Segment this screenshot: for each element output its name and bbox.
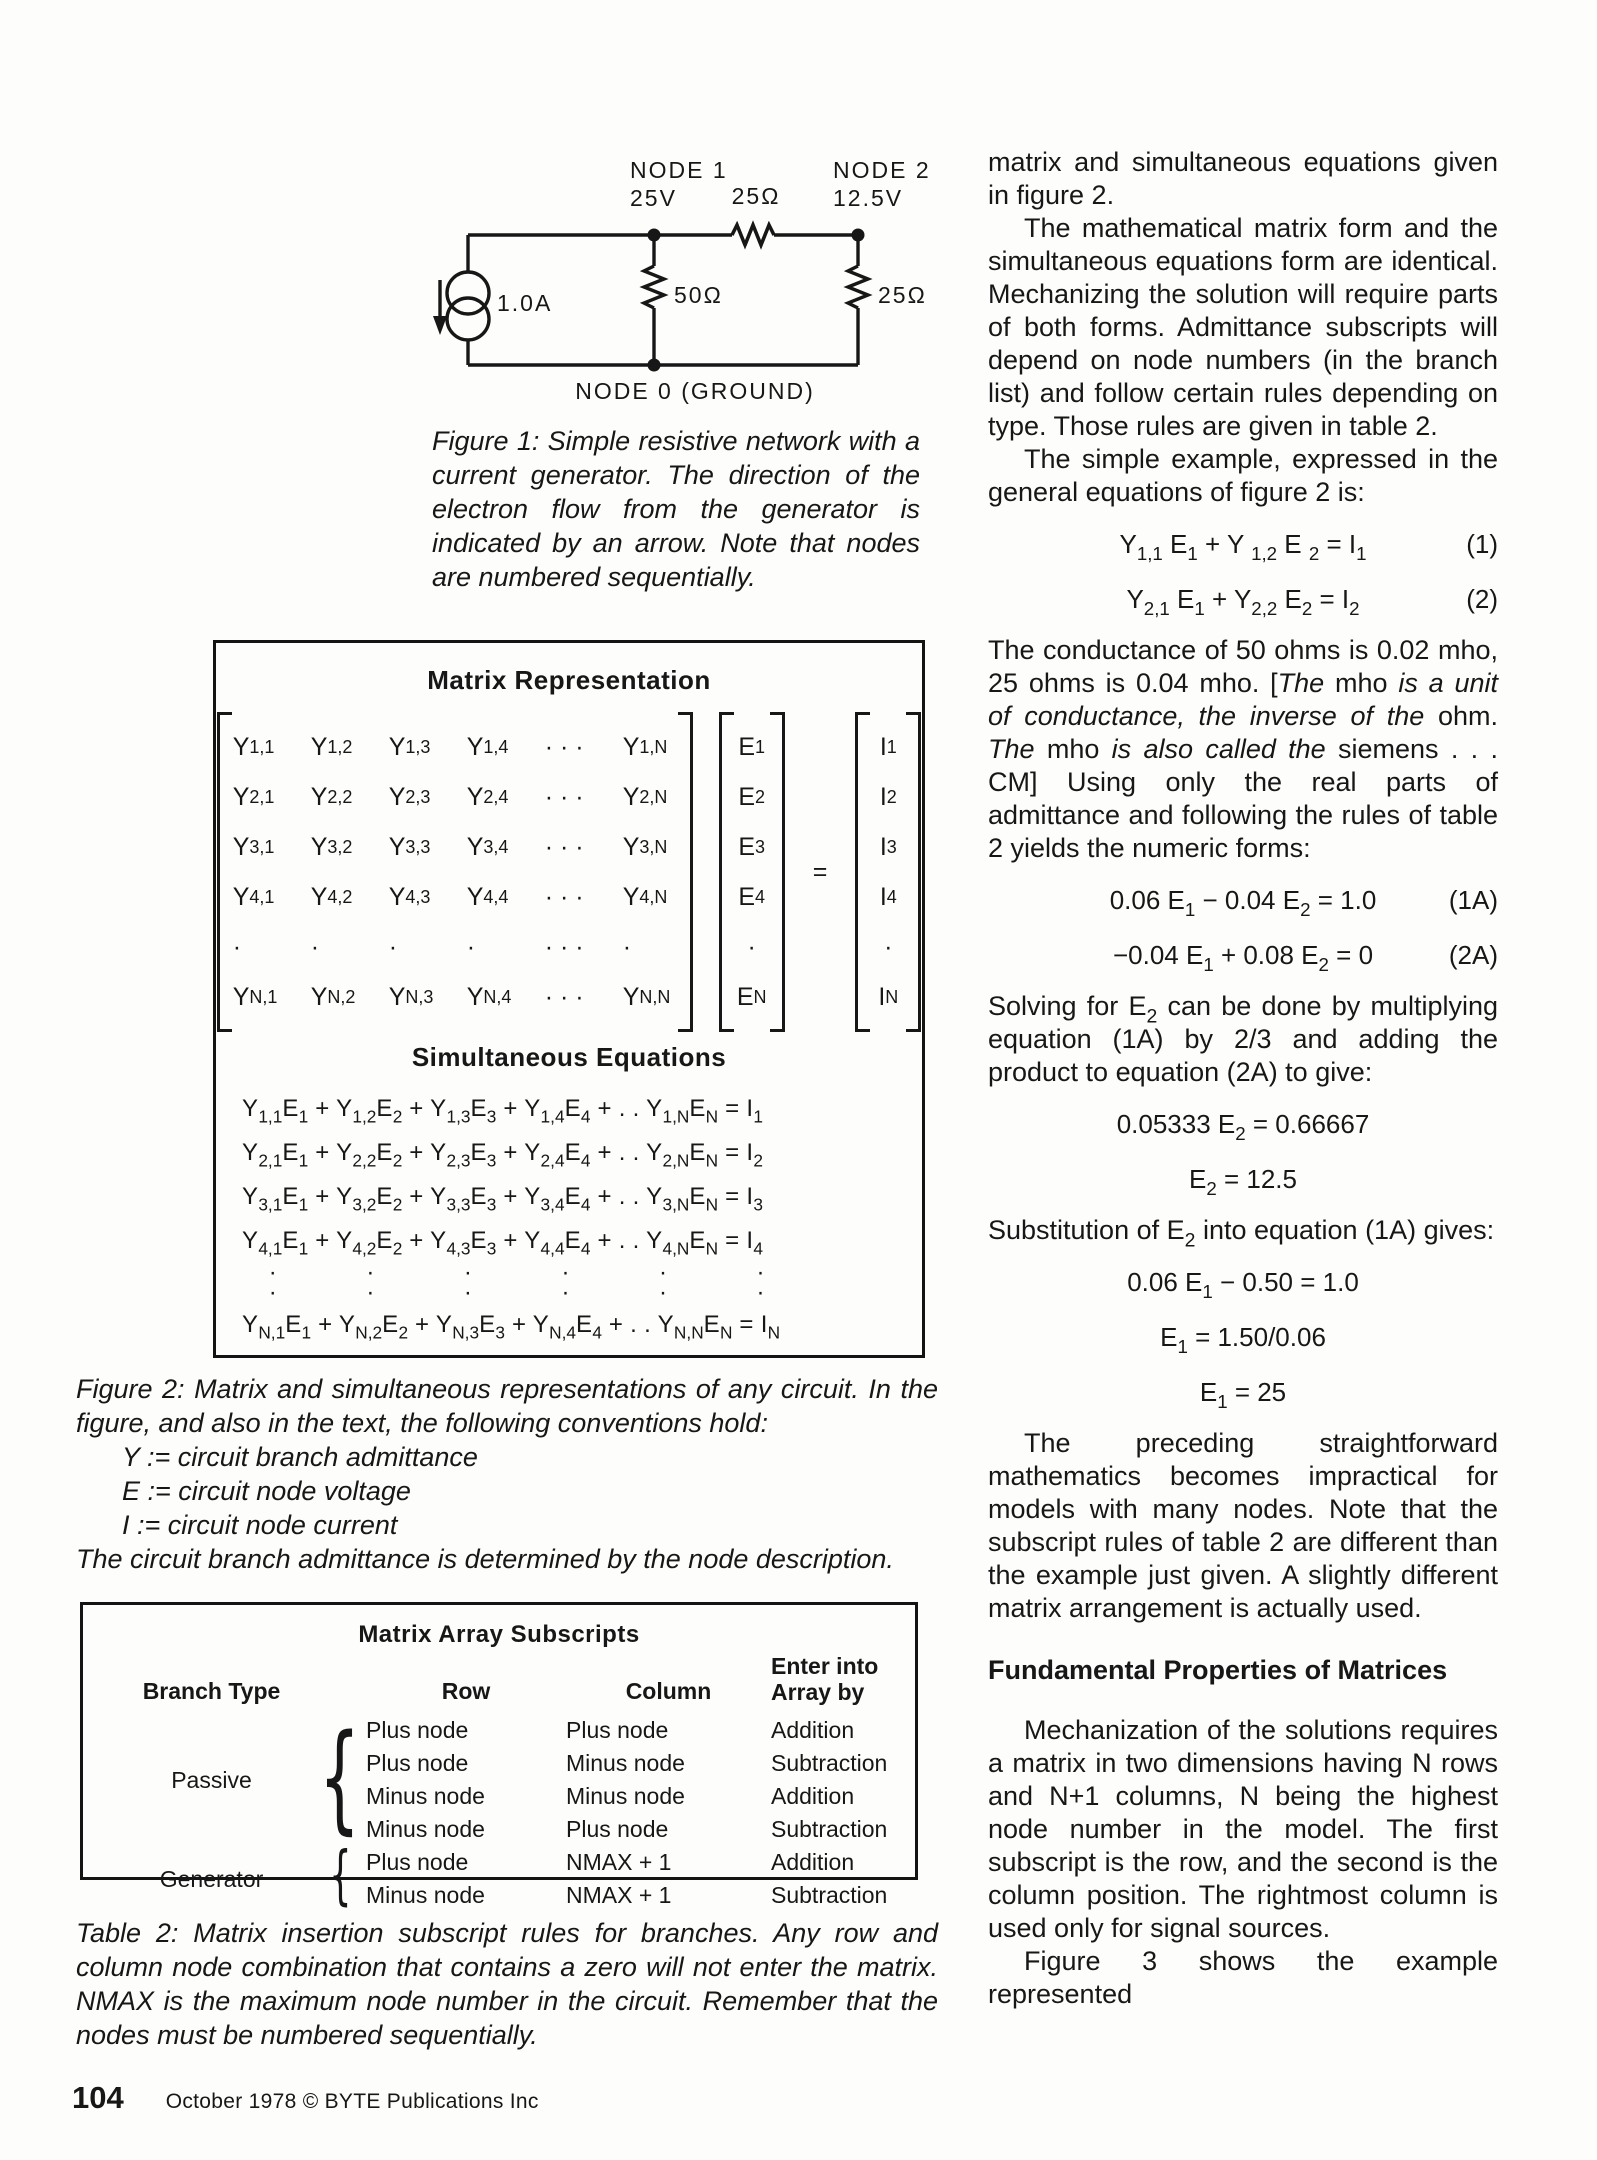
- page-footer: [72, 2080, 539, 2116]
- matrix-cell: Y 2,N: [622, 782, 668, 811]
- matrix-cell: Y 4,3: [388, 882, 431, 911]
- matrix-cell: Y 2,1: [232, 782, 275, 811]
- vector-cell: I N: [878, 982, 899, 1011]
- node2-voltage: 12.5V: [833, 185, 904, 211]
- caption-definition: Y := circuit branch admittance: [122, 1442, 478, 1472]
- matrix-dots-cell: ·: [310, 932, 320, 961]
- arrowhead-icon: [433, 316, 447, 335]
- vector-cell: E 2: [738, 782, 766, 811]
- matrix-cell: Y N,1: [232, 982, 278, 1011]
- paragraph: Substitution of $E_2$ into equation (1A) gives:: [988, 1215, 1495, 1252]
- paragraph: Mechanization of the solutions requires a matrix in two dimensions having N rows and N+1 columns, N being the highest node number in the model. The first subscript is the row, and the second is the column position. The rightmost column is used only for signal sources.: [988, 1715, 1498, 1943]
- node1-dot: [648, 229, 661, 242]
- equation-dots-row: · · · · · ·: [268, 1279, 765, 1306]
- equation: 0.05333 $E_2 = 0.66667$: [1116, 1109, 1370, 1145]
- table2-box: [80, 1602, 918, 1913]
- node2-label: NODE 2: [833, 157, 931, 183]
- paragraph: The conductance of 50 ohms is 0.02 mho, 25 ohms is 0.04 mho. [The mho is a unit of conductance, the inverse of the ohm. The mho is also called the siemens . . . CM] Using only the real parts of admittance and following the rules of table 2 yields the numeric forms:: [988, 635, 1499, 863]
- node2-dot: [852, 229, 865, 242]
- shunt-resistor1-symbol: [644, 266, 664, 308]
- matrix-cell: Y 3,3: [388, 832, 431, 861]
- passive-row-values: Plus node Plus node Minus node Minus node: [366, 1717, 485, 1842]
- header-enter-into: Enter into Array by: [771, 1653, 879, 1705]
- matrix-cell: · · ·: [544, 782, 584, 811]
- brace-icon: {: [319, 1707, 361, 1846]
- figure2-box: [213, 640, 925, 1358]
- vector-cell: E 1: [738, 732, 766, 761]
- matrix-cell: · · ·: [544, 732, 584, 761]
- vector-cell: I 3: [879, 832, 897, 861]
- equation-dots-row: · · · · · ·: [268, 1259, 765, 1286]
- matrix-dots-cell: · · ·: [544, 932, 584, 961]
- equation-row: $Y_{1,1}E_1 + Y_{1,2}E_2 + Y_{1,3}E_3 + Y_{1,4}E_4$ + . . $Y_{1,N}E_N = I_1$: [242, 1095, 763, 1127]
- table2-grid: [83, 1649, 915, 1913]
- equation-row: $Y_{3,1}E_1 + Y_{3,2}E_2 + Y_{3,3}E_3 + Y_{3,4}E_4$ + . . $Y_{3,N}E_N = I_3$: [242, 1183, 763, 1215]
- figure1-caption: Figure 1: Simple resistive network with a current generator. The direction of the electron flow from the generator is indicated by an arrow. Note that nodes are numbered sequentially.: [432, 426, 920, 592]
- matrix-cell: Y 1,3: [388, 732, 431, 761]
- paragraph: Figure 3 shows the example represented: [988, 1946, 1498, 2009]
- matrix-cell: Y 2,2: [310, 782, 353, 811]
- equation: $E_1 = 25$: [1199, 1377, 1287, 1413]
- matrix-representation-title: Matrix Representation: [427, 665, 711, 695]
- admittance-matrix: [217, 712, 693, 1032]
- current-source-icon: [447, 272, 489, 314]
- shunt-resistor2-label: 25Ω: [878, 282, 927, 308]
- ground-label: NODE 0 (GROUND): [575, 378, 815, 404]
- matrix-cell: Y 1,1: [232, 732, 275, 761]
- equation-2a: −0.04 $E_1 + 0.08$ $E_2 = 0$ (2A): [1112, 940, 1498, 976]
- matrix-cell: Y 4,N: [622, 882, 668, 911]
- voltage-vector: [719, 712, 785, 1032]
- figure2-caption: [76, 1372, 938, 1576]
- node0-dot: [648, 359, 661, 372]
- generator-row-values: Plus node Minus node: [366, 1849, 485, 1908]
- vector-cell: E 3: [738, 832, 766, 861]
- generator-column-values: NMAX + 1 NMAX + 1: [566, 1849, 672, 1908]
- table2-caption: Table 2: Matrix insertion subscript rules for branches. Any row and column node combination that contains a zero will not enter the matrix. NMAX is the maximum node number in the circuit. Remember that the nodes must be numbered sequentially.: [76, 1918, 938, 2050]
- equation: $E_2 = 12.5$: [1189, 1164, 1297, 1200]
- section-heading: Fundamental Properties of Matrices: [988, 1655, 1448, 1685]
- branch-type-passive: Passive: [171, 1766, 252, 1793]
- page-number: 104: [72, 2080, 124, 2115]
- matrix-dots-cell: ·: [466, 932, 476, 961]
- vector-cell: I 2: [879, 782, 897, 811]
- matrix-cell: Y 3,4: [466, 832, 509, 861]
- matrix-cell: Y N,4: [466, 982, 512, 1011]
- caption-intro: Figure 2: Matrix and simultaneous representations of any circuit. In the figure, and also in the text, the following conventions hold:: [76, 1374, 938, 1438]
- matrix-dots-cell: ·: [622, 932, 632, 961]
- paragraph: Solving for $E_2$ can be done by multiplying equation (1A) by 2/3 and adding the product to equation (2A) to give:: [988, 991, 1498, 1087]
- equation-row: $Y_{N,1}E_1 + Y_{N,2}E_2 + Y_{N,3}E_3 + Y_{N,4}E_4$ + . . $Y_{N,N}E_N = I_N$: [242, 1311, 781, 1343]
- matrix-cell: · · ·: [544, 882, 584, 911]
- matrix-cell: Y N,3: [388, 982, 434, 1011]
- header-column: Column: [625, 1678, 712, 1704]
- caption-definition: E := circuit node voltage: [122, 1476, 411, 1506]
- matrix-dots-cell: ·: [388, 932, 398, 961]
- paragraph: The mathematical matrix form and the simultaneous equations form are identical. Mechanizing the solution will require parts of both forms. Admittance subscripts will depend on node numbers (in the branch list) and follow certain rules depending on type. Those rules are given in table 2.: [988, 213, 1498, 441]
- matrix-equation: [216, 712, 922, 1032]
- simultaneous-equations-title: Simultaneous Equations: [411, 1042, 727, 1072]
- series-resistor-label: 25Ω: [731, 183, 781, 209]
- matrix-cell: Y 1,4: [466, 732, 509, 761]
- matrix-cell: Y 2,4: [466, 782, 509, 811]
- equals-sign: =: [812, 857, 828, 886]
- matrix-cell: Y 3,N: [622, 832, 668, 861]
- matrix-cell: Y 3,2: [310, 832, 353, 861]
- table2-title: Matrix Array Subscripts: [358, 1621, 640, 1648]
- source-label: 1.0A: [497, 290, 553, 316]
- passive-column-values: Plus node Minus node Minus node Plus node: [566, 1717, 685, 1842]
- matrix-cell: · · ·: [544, 832, 584, 861]
- generator-enter-values: Addition Subtraction: [771, 1849, 888, 1908]
- equation-1: $Y_{1,1}$ $E_1 + Y$ $_{1,2}$ E $_2 = I_1$ (1): [1119, 529, 1498, 565]
- current-source-icon: [447, 298, 489, 340]
- paragraph: The simple example, expressed in the general equations of figure 2 is:: [988, 444, 1498, 507]
- brace-icon: {: [328, 1838, 352, 1913]
- vector-cell: E N: [736, 982, 767, 1011]
- header-row: Row: [441, 1678, 491, 1704]
- matrix-cell: Y 4,1: [232, 882, 275, 911]
- paragraph: The preceding straightforward mathematics becomes impractical for models with many nodes. Note that the subscript rules of table 2 are different than the example just given. A slightly different matrix arrangement is actually used.: [988, 1428, 1498, 1623]
- vector-dots-cell: ·: [884, 932, 893, 961]
- matrix-cell: Y N,2: [310, 982, 356, 1011]
- current-vector: [855, 712, 921, 1032]
- article-right-column: [988, 146, 1498, 2011]
- caption-end: The circuit branch admittance is determined by the node description.: [76, 1544, 894, 1574]
- equation: 0.06 $E_1 - 0.50 = 1.0$: [1127, 1267, 1359, 1303]
- vector-cell: E 4: [738, 882, 766, 911]
- caption-definition: I := circuit node current: [122, 1510, 398, 1540]
- vector-cell: I 1: [879, 732, 897, 761]
- equation: $E_1 = 1.50/0.06$: [1160, 1322, 1326, 1358]
- equation-row: $Y_{2,1}E_1 + Y_{2,2}E_2 + Y_{2,3}E_3 + Y_{2,4}E_4$ + . . $Y_{2,N}E_N = I_2$: [242, 1139, 763, 1171]
- shunt-resistor1-label: 50Ω: [674, 282, 723, 308]
- publication-credit: October 1978 © BYTE Publications Inc: [165, 2090, 539, 2113]
- equation-1a: 0.06 $E_1 - 0.04$ $E_2 = 1.0$ (1A): [1109, 885, 1498, 921]
- equation-row: $Y_{4,1}E_1 + Y_{4,2}E_2 + Y_{4,3}E_3 + Y_{4,4}E_4$ + . . $Y_{4,N}E_N = I_4$: [242, 1227, 763, 1259]
- matrix-cell: Y 4,2: [310, 882, 353, 911]
- matrix-cell: Y 4,4: [466, 882, 509, 911]
- simultaneous-equations: [216, 1073, 922, 1347]
- vector-dots-cell: ·: [747, 932, 756, 961]
- matrix-cell: Y 3,1: [232, 832, 275, 861]
- matrix-cell: Y 2,3: [388, 782, 431, 811]
- branch-type-generator: Generator: [159, 1865, 264, 1892]
- matrix-cell: Y 1,2: [310, 732, 353, 761]
- node1-label: NODE 1: [630, 157, 728, 183]
- node1-voltage: 25V: [630, 185, 677, 211]
- matrix-cell: · · ·: [544, 982, 584, 1011]
- vector-cell: I 4: [879, 882, 897, 911]
- equation-2: $Y_{2,1}$ $E_1 + Y_{2,2}$ $E_2 = I_2$ (2): [1126, 584, 1498, 620]
- header-branch-type: Branch Type: [142, 1678, 281, 1704]
- paragraph: matrix and simultaneous equations given in figure 2.: [988, 147, 1498, 210]
- shunt-resistor2-symbol: [848, 266, 868, 308]
- matrix-dots-cell: ·: [232, 932, 242, 961]
- matrix-cell: Y N,N: [622, 982, 671, 1011]
- matrix-cell: Y 1,N: [622, 732, 668, 761]
- figure1-circuit-diagram: [415, 148, 935, 418]
- passive-enter-values: Addition Subtraction Addition Subtraction: [771, 1717, 888, 1842]
